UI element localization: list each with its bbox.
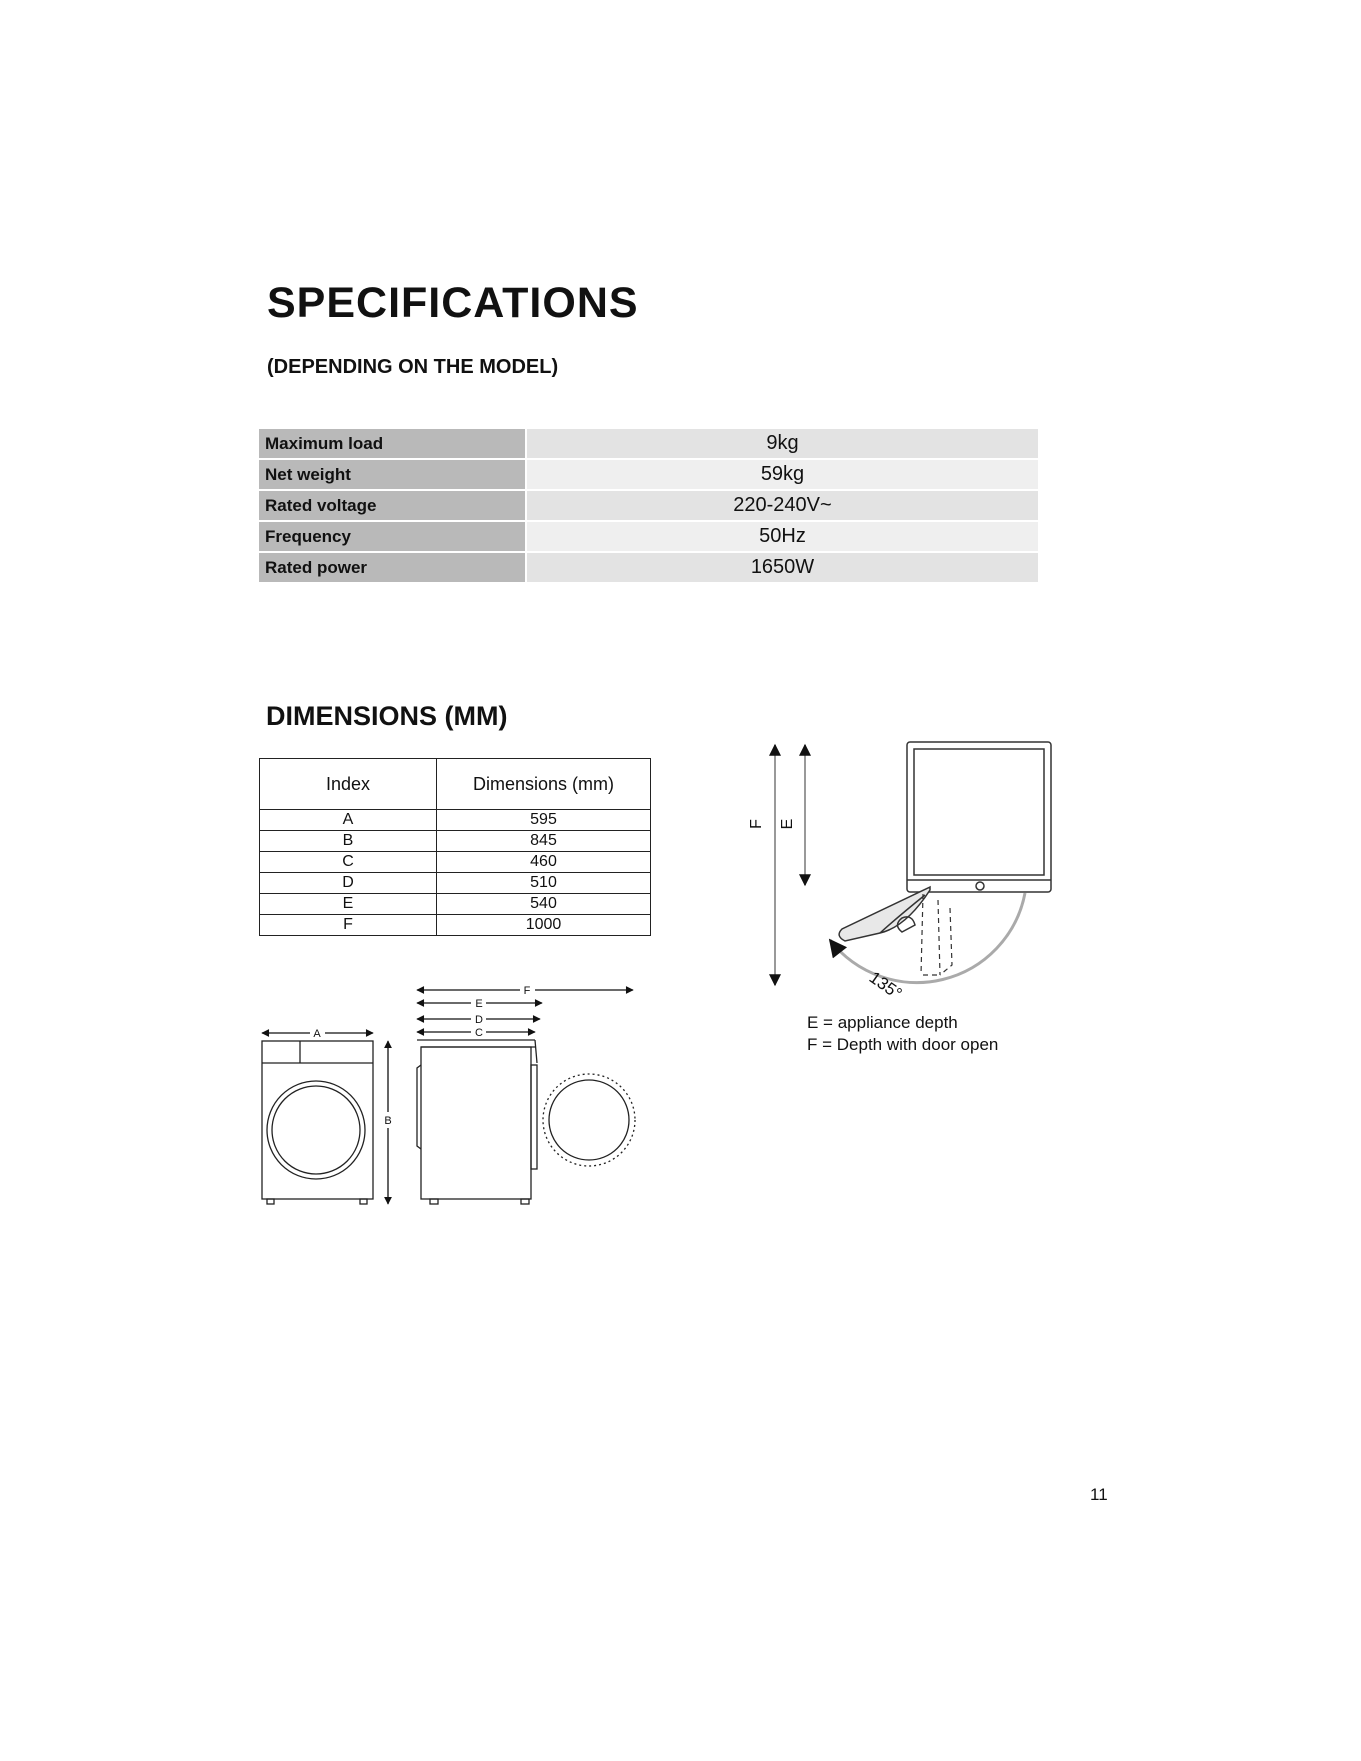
closed-door-outline (921, 894, 952, 975)
side-view-drawing (417, 1040, 635, 1204)
label-a: A (313, 1028, 321, 1040)
depth-f-label: F (748, 819, 765, 829)
depth-e-label: E (779, 818, 796, 830)
angle-label: 135° (865, 967, 906, 1004)
label-f: F (523, 985, 531, 997)
spec-label: Maximum load (259, 429, 526, 459)
label-e: E (475, 998, 483, 1010)
dim-index: F (260, 915, 437, 936)
dim-index: B (260, 831, 437, 852)
dim-index: C (260, 852, 437, 873)
header-index: Index (260, 759, 437, 810)
label-b: B (384, 1115, 392, 1127)
dim-index: A (260, 810, 437, 831)
dim-value: 510 (437, 873, 651, 894)
dim-value: 845 (437, 831, 651, 852)
spec-value: 50Hz (526, 521, 1038, 552)
dimensions-title: DIMENSIONS (MM) (266, 701, 508, 731)
legend-f: F = Depth with door open (807, 1035, 999, 1054)
front-view-drawing (262, 1041, 373, 1204)
page-title: SPECIFICATIONS (267, 279, 639, 327)
dim-value: 1000 (437, 915, 651, 936)
dim-index: E (260, 894, 437, 915)
spec-label: Rated power (259, 552, 526, 583)
spec-value: 9kg (526, 429, 1038, 459)
top-view-drawing (907, 742, 1051, 892)
dim-index: D (260, 873, 437, 894)
label-d: D (475, 1014, 483, 1026)
page-subtitle: (DEPENDING ON THE MODEL) (267, 356, 559, 378)
dim-value: 460 (437, 852, 651, 873)
spec-label: Net weight (259, 459, 526, 490)
spec-label: Rated voltage (259, 490, 526, 521)
page-number: 11 (1090, 1485, 1108, 1504)
spec-label: Frequency (259, 521, 526, 552)
open-door-drawing (839, 887, 930, 941)
legend-e: E = appliance depth (807, 1013, 958, 1032)
spec-value: 1650W (526, 552, 1038, 583)
dim-value: 540 (437, 894, 651, 915)
spec-value: 220-240V~ (526, 490, 1038, 521)
header-dimensions: Dimensions (mm) (437, 759, 651, 810)
spec-value: 59kg (526, 459, 1038, 490)
diagram-legend (807, 1012, 998, 1056)
label-c: C (475, 1027, 483, 1039)
dim-value: 595 (437, 810, 651, 831)
